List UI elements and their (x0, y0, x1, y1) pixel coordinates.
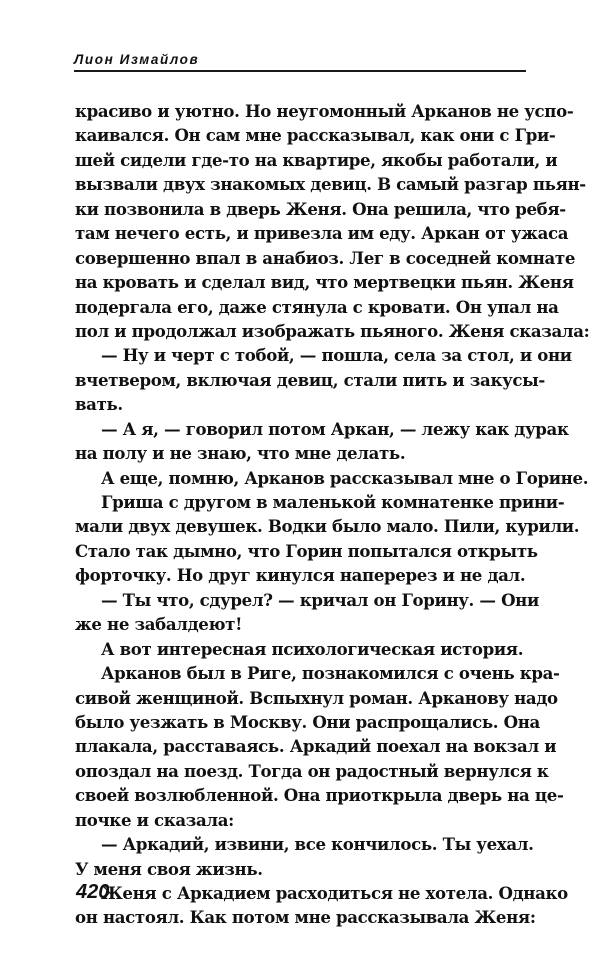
text-line: — А я, — говорил потом Аркан, — лежу как дурак (101, 418, 569, 439)
running-head (74, 52, 526, 72)
text-line: было уезжать в Москву. Они распрощались. Она (75, 711, 540, 732)
text-line: же не забалдеют! (75, 614, 243, 635)
text-line: форточку. Но друг кинулся наперерез и не дал. (75, 565, 526, 586)
text-line: там нечего есть, и привезла им еду. Аркан от ужаса (75, 223, 569, 244)
body-text (75, 99, 590, 930)
text-line: Женя с Аркадием расходиться не хотела. Однако (101, 883, 568, 903)
text-line: — Аркадий, извини, все кончилось. Ты уехал. (101, 834, 534, 855)
text-line: Стало так дымно, что Горин попытался открыть (75, 540, 538, 561)
text-line: плакала, расставаясь. Аркадий поехал на вокзал и (75, 736, 557, 757)
text-line: каивался. Он сам мне рассказывал, как они с Гри- (75, 125, 556, 146)
text-line: подергала его, даже стянула с кровати. Он упал на (75, 296, 559, 317)
text-line: почке и сказала: (75, 809, 234, 830)
page-number: 420 (76, 881, 110, 903)
text-line: шей сидели где-то на квартире, якобы работали, и (75, 149, 558, 170)
text-line: на полу и не знаю, что мне делать. (75, 443, 406, 464)
text-line: Арканов был в Риге, познакомился с очень кра- (101, 663, 560, 684)
text-line: — Ну и черт с тобой, — пошла, села за стол, и они (101, 345, 572, 366)
text-line: на кровать и сделал вид, что мертвецки пьян. Женя (75, 272, 574, 293)
text-line: пол и продолжал изображать пьяного. Женя сказала: (75, 320, 590, 341)
text-line: Гриша с другом в маленькой комнатенке прини- (101, 492, 565, 512)
text-line: мали двух девушек. Водки было мало. Пили, курили. (75, 516, 580, 537)
text-line: сивой женщиной. Вспыхнул роман. Арканову надо (75, 687, 558, 708)
running-head-title: Лион Измайлов (74, 52, 200, 67)
text-line: он настоял. Как потом мне рассказывала Женя: (75, 907, 536, 928)
text-line: совершенно впал в анабиоз. Лег в соседней комнате (75, 247, 576, 268)
text-line: красиво и уютно. Но неугомонный Арканов не успо- (75, 101, 574, 121)
text-line: А еще, помню, Арканов рассказывал мне о Горине. (101, 467, 589, 488)
text-line: вызвали двух знакомых девиц. В самый разгар пьян- (75, 174, 586, 195)
text-line: вчетвером, включая девиц, стали пить и закусы- (75, 369, 545, 390)
text-line: вать. (75, 394, 123, 415)
text-line: У меня своя жизнь. (75, 858, 263, 879)
text-line: своей возлюбленной. Она приоткрыла дверь на це- (75, 785, 564, 806)
text-line: — Ты что, сдурел? — кричал он Горину. — Они (101, 589, 539, 610)
text-line: ки позвонила в дверь Женя. Она решила, что ребя- (75, 198, 566, 219)
text-line: опоздал на поезд. Тогда он радостный вернулся к (75, 760, 549, 781)
text-line: А вот интересная психологическая история. (101, 638, 524, 659)
